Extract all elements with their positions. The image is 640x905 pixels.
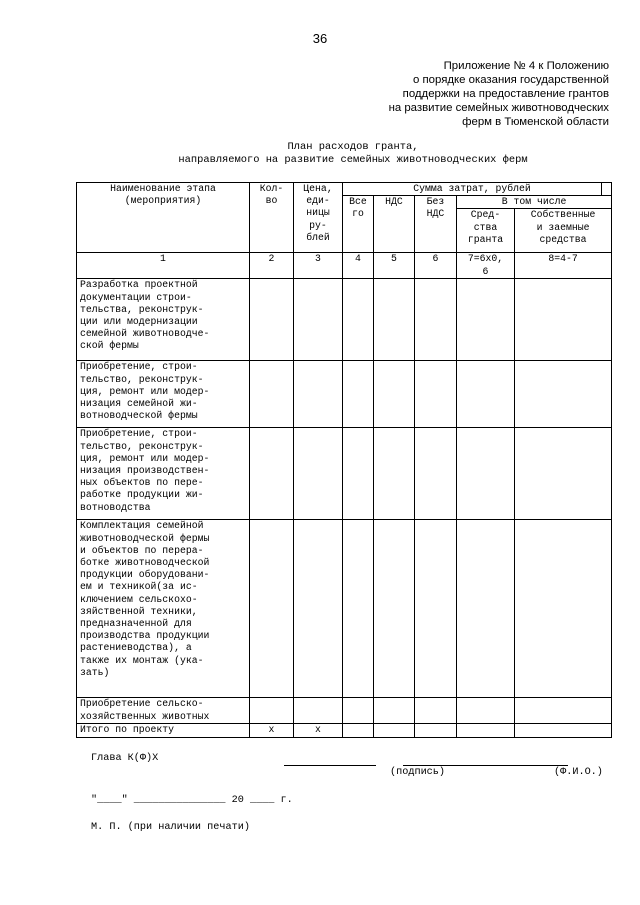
expense-plan-table: [76, 182, 612, 738]
header-vat: НДС: [374, 196, 415, 253]
table-row: [77, 279, 612, 361]
total-row: [77, 724, 612, 738]
signature-caption: (подпись): [390, 767, 446, 778]
date-line: "____" _______________ 20 ____ г.: [91, 795, 293, 806]
column-number: 2: [250, 253, 294, 279]
table-row: [77, 428, 612, 520]
header-stage: Наименование этапа (мероприятия): [77, 183, 250, 253]
title-line: направляемого на развитие семейных животноводческих ферм: [178, 154, 528, 166]
total-price: х: [294, 724, 343, 738]
stage-name: Комплектация семейной животноводческой фермы и объектов по перера- ботке животноводческой продукции оборудовани- ем и техникой(за ис- ключением сельскохо- зяйственной техники, предназначенной для производства продукции растениеводства), а также их монтаж (ука- зать): [77, 520, 250, 698]
column-number: 4: [343, 253, 374, 279]
column-number: 8=4-7: [515, 253, 612, 279]
stage-name: Приобретение сельско- хозяйственных животных: [77, 698, 250, 724]
total-label: Итого по проекту: [77, 724, 250, 738]
header-grant-funds: Сред- ства гранта: [457, 209, 515, 253]
table-row: [77, 698, 612, 724]
appendix-note: [389, 59, 609, 129]
header-total-cost: Сумма затрат, рублей: [343, 183, 602, 196]
header-own-funds: Собственные и заемные средства: [515, 209, 612, 253]
total-quantity: х: [250, 724, 294, 738]
column-number: 3: [294, 253, 343, 279]
document-title: [0, 141, 640, 167]
header-without-vat: Без НДС: [415, 196, 457, 253]
appendix-line: о порядке оказания государственной: [413, 74, 609, 86]
column-number: 1: [77, 253, 250, 279]
header-total: Все го: [343, 196, 374, 253]
header-unit-price: Цена, еди- ницы ру- блей: [294, 183, 343, 253]
appendix-line: ферм в Тюменской области: [462, 116, 609, 128]
page-number: 36: [312, 31, 328, 46]
seal-line: М. П. (при наличии печати): [91, 822, 250, 833]
title-line: План расходов гранта,: [287, 141, 419, 153]
header-empty-cell: [602, 183, 612, 196]
appendix-line: поддержки на предоставление грантов: [402, 88, 609, 100]
stage-name: Разработка проектной документации строи- тельства, реконструк- ции или модернизации семейной животноводче- ской фермы: [77, 279, 250, 361]
table-row: [77, 361, 612, 428]
column-number: 6: [415, 253, 457, 279]
column-number: 7=6х0, 6: [457, 253, 515, 279]
stage-name: Приобретение, строи- тельство, реконструк- ция, ремонт или модер- низация производствен- ных объектов по пере- работке продукции жи- вотноводства: [77, 428, 250, 520]
appendix-line: Приложение № 4 к Положению: [443, 60, 609, 72]
header-quantity: Кол- во: [250, 183, 294, 253]
stage-name: Приобретение, строи- тельство, реконструк- ция, ремонт или модер- низация семейной жи- вотноводческой фермы: [77, 361, 250, 428]
header-including: В том числе: [457, 196, 612, 209]
signature-line: [284, 765, 376, 766]
table-row: [77, 520, 612, 698]
head-label: Глава К(Ф)Х: [91, 753, 159, 764]
name-line: [403, 765, 568, 766]
column-number: 5: [374, 253, 415, 279]
name-caption: (Ф.И.О.): [554, 767, 603, 778]
appendix-line: на развитие семейных животноводческих: [388, 102, 609, 114]
